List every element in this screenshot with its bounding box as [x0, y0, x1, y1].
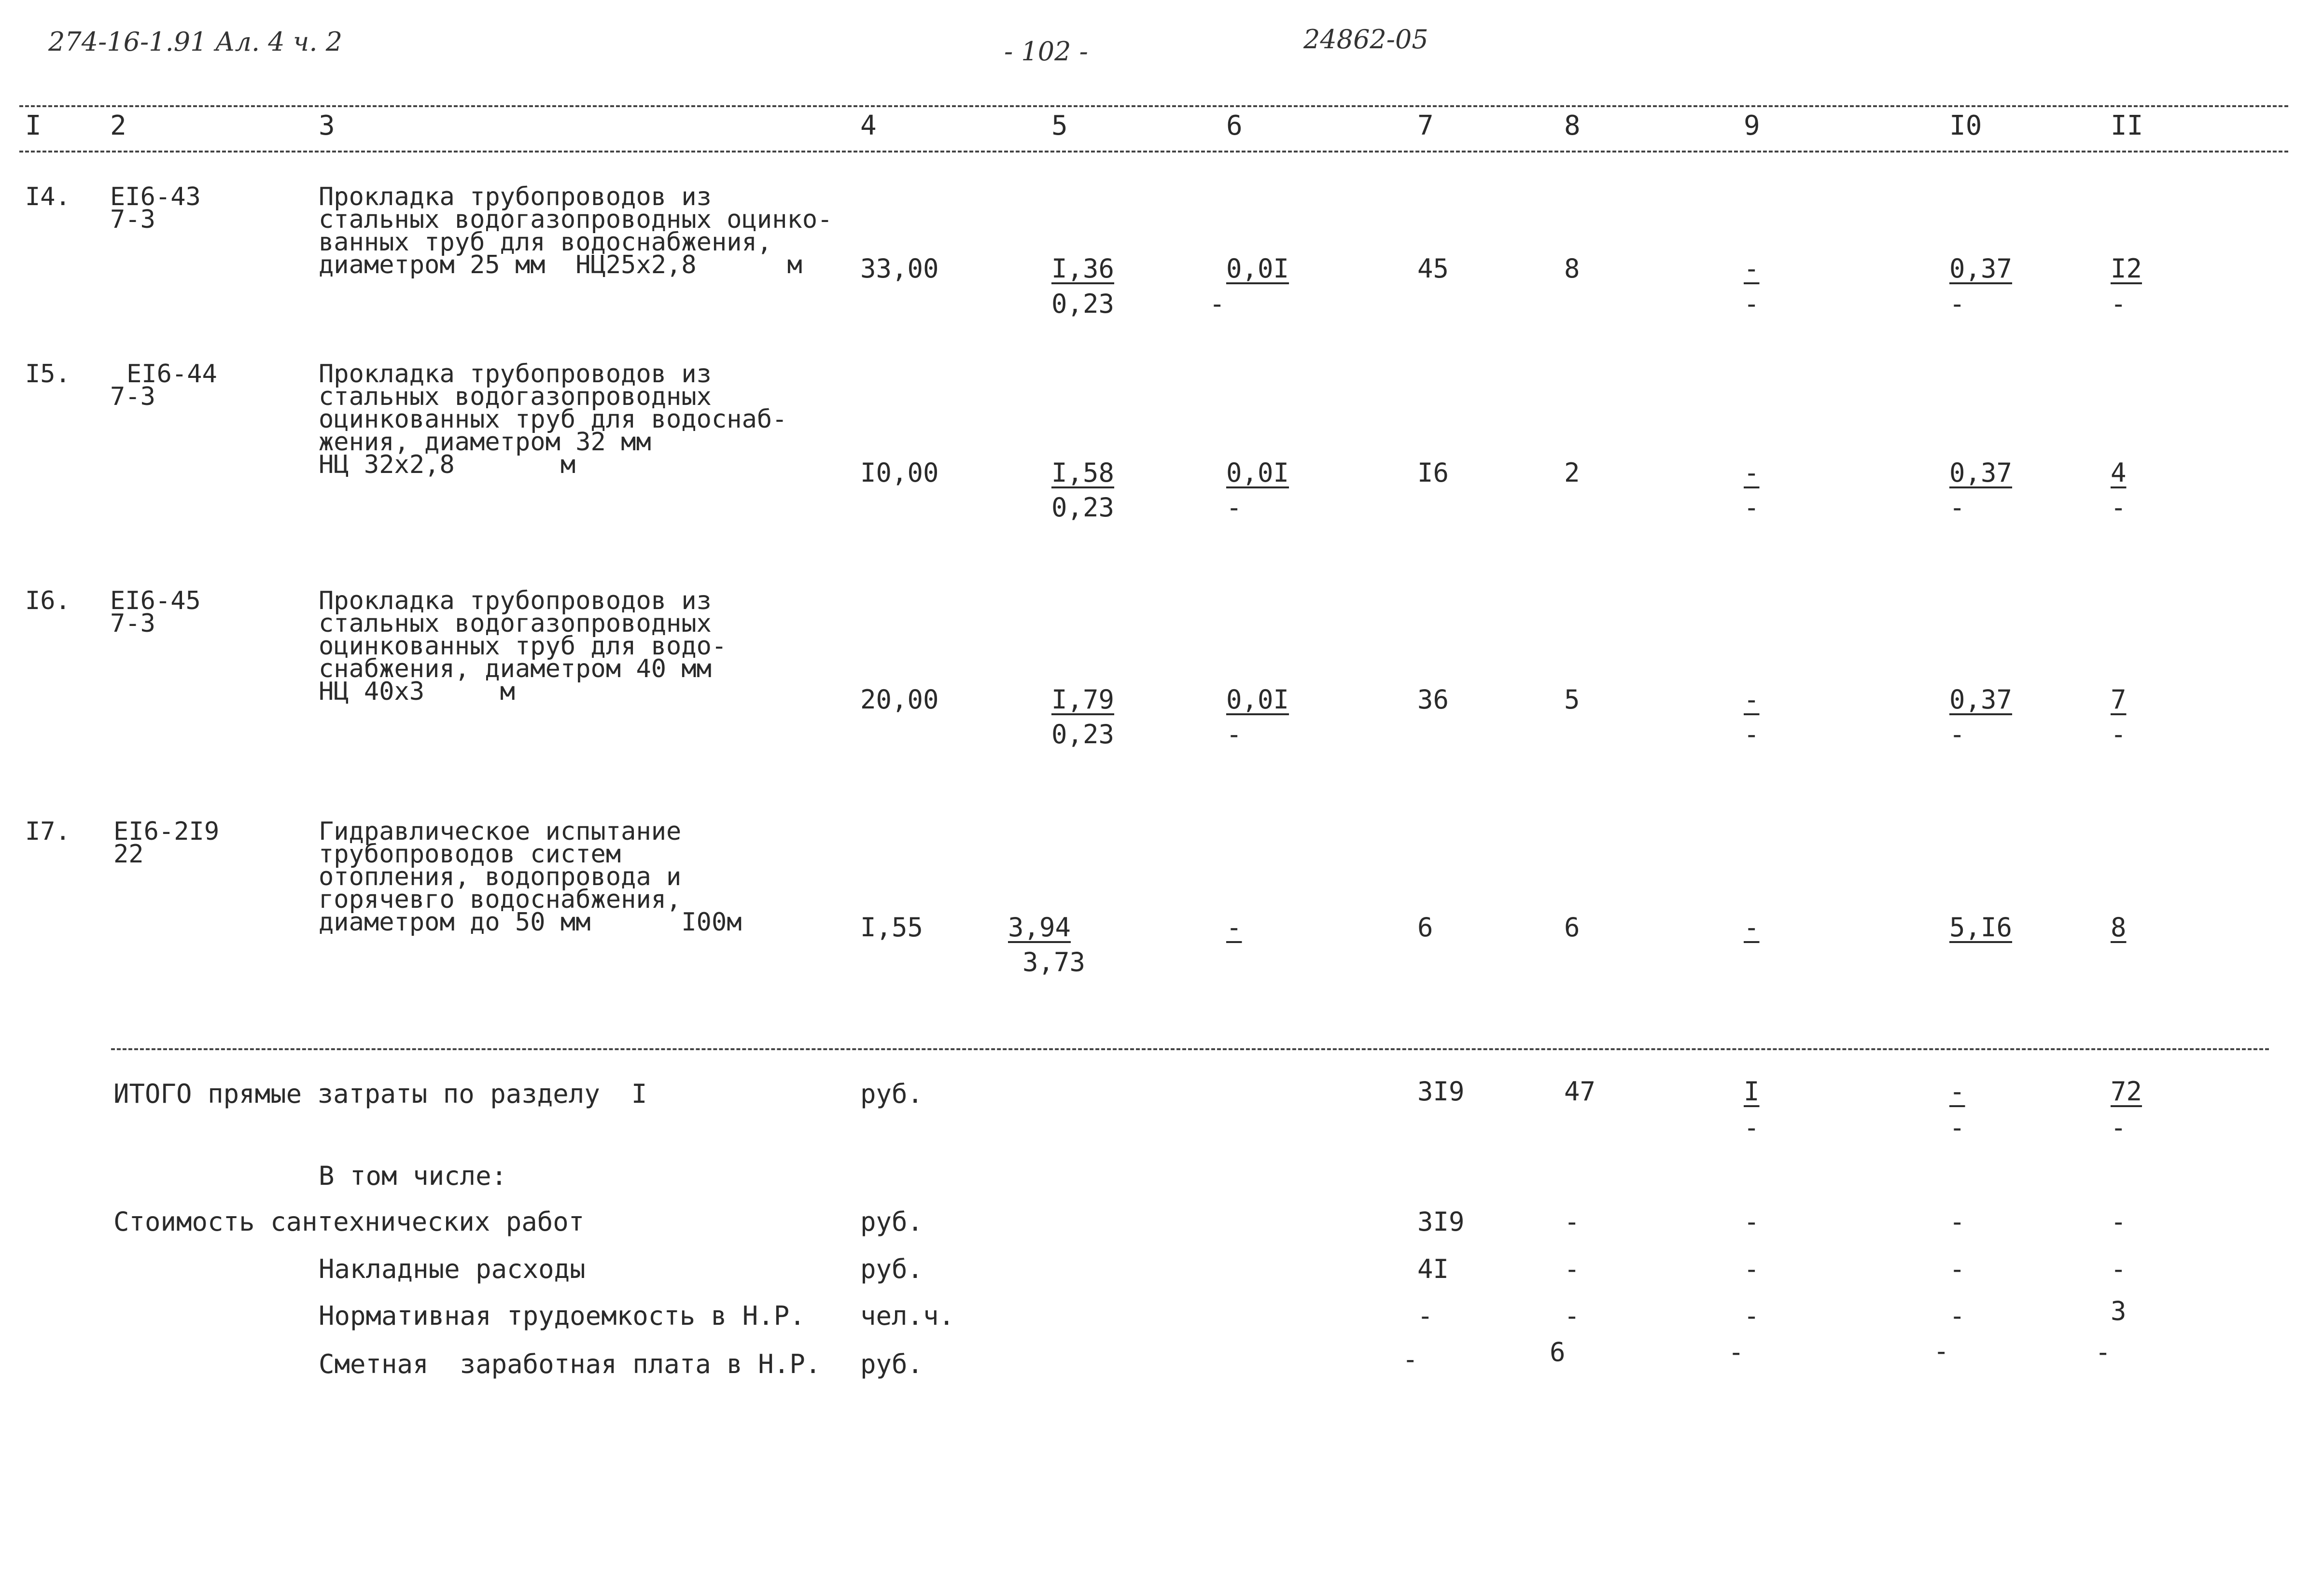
- work-description: Прокладка трубопроводов из стальных водогазопроводных оцинкованных труб для водо- снабжения, диаметром 40 мм НЦ 40х3 м: [319, 586, 727, 706]
- norm-code: EI6-43: [110, 182, 201, 211]
- norm-subcode: 7-3: [110, 382, 155, 411]
- norm-code: EI6-44: [126, 360, 217, 389]
- col-header-8: 8: [1564, 110, 1581, 141]
- unit-labor: 0,37: [1949, 684, 2013, 715]
- total-machine-wage: -: [1744, 492, 1760, 523]
- breakdown-wage: -: [1564, 1207, 1580, 1237]
- total-cost: I6: [1417, 458, 1449, 488]
- row-number: I5.: [25, 360, 70, 389]
- breakdown-labor: 3: [2111, 1296, 2127, 1326]
- total-labor-machinist: -: [2111, 719, 2127, 749]
- machine-cost: 0,0I: [1226, 253, 1289, 284]
- breakdown-labor: -: [2111, 1207, 2127, 1237]
- breakdown-label: Накладные расходы: [319, 1254, 586, 1284]
- col-header-11: II: [2111, 110, 2143, 141]
- totals-machine: I: [1744, 1076, 1760, 1107]
- row-number: I6.: [25, 586, 70, 615]
- machine-cost: 0,0I: [1226, 458, 1289, 488]
- breakdown-cost: -: [1417, 1301, 1433, 1331]
- breakdown-machine: -: [1728, 1337, 1744, 1367]
- col-header-4: 4: [860, 110, 877, 141]
- including-label: В том числе:: [319, 1161, 507, 1191]
- breakdown-label: Нормативная трудоемкость в Н.Р.: [319, 1301, 805, 1331]
- totals-label: ИТОГО прямые затраты по разделу I: [113, 1079, 647, 1109]
- breakdown-label: Сметная заработная плата в Н.Р.: [319, 1349, 821, 1379]
- breakdown-unit: руб.: [860, 1207, 924, 1237]
- breakdown-wage: 6: [1550, 1337, 1566, 1367]
- norm-subcode: 22: [113, 840, 144, 869]
- norm-subcode: 7-3: [110, 205, 155, 234]
- header-top-rule: [19, 105, 2288, 107]
- quantity: I0,00: [860, 458, 939, 488]
- unit-cost-wage: 0,23: [1051, 289, 1115, 319]
- unit-cost: I,58: [1051, 458, 1115, 488]
- unit-labor: 5,I6: [1949, 912, 2013, 943]
- total-labor: 8: [2111, 912, 2127, 943]
- total-cost: 6: [1417, 912, 1433, 943]
- breakdown-cost: 3I9: [1417, 1207, 1465, 1237]
- header-bottom-rule: [19, 151, 2288, 153]
- total-labor: 7: [2111, 684, 2127, 715]
- total-labor: 4: [2111, 458, 2127, 488]
- totals-rule: [111, 1048, 2269, 1050]
- breakdown-unit: руб.: [860, 1349, 924, 1379]
- norm-subcode: 7-3: [110, 609, 155, 638]
- totals-machine-wage: -: [1744, 1112, 1760, 1143]
- total-wage: 6: [1564, 912, 1580, 943]
- quantity: 20,00: [860, 684, 939, 715]
- total-wage: 5: [1564, 684, 1580, 715]
- unit-labor-machinist: -: [1949, 492, 1965, 523]
- col-header-1: I: [25, 110, 42, 141]
- total-machine: -: [1744, 684, 1760, 715]
- row-number: I4.: [25, 182, 70, 211]
- unit-cost-wage: 0,23: [1051, 719, 1115, 749]
- work-description: Гидравлическое испытание трубопроводов систем отопления, водопровода и горячевго водоснабжения, диаметром до 50 мм I00м: [319, 817, 742, 937]
- total-wage: 8: [1564, 253, 1580, 284]
- total-labor-machinist: -: [2111, 289, 2127, 319]
- col-header-6: 6: [1226, 110, 1243, 141]
- quantity: I,55: [860, 912, 924, 943]
- totals-unit-labor-machinist: -: [1949, 1112, 1965, 1143]
- breakdown-cost: 4I: [1417, 1254, 1449, 1284]
- breakdown-wage: -: [1564, 1254, 1580, 1284]
- document-number: 24862-05: [1303, 24, 1428, 55]
- breakdown-machine: -: [1744, 1207, 1760, 1237]
- breakdown-unit-labor: -: [1949, 1254, 1965, 1284]
- total-machine-wage: -: [1744, 289, 1760, 319]
- breakdown-machine: -: [1744, 1301, 1760, 1331]
- breakdown-labor: -: [2095, 1337, 2111, 1367]
- work-description: Прокладка трубопроводов из стальных водогазопроводных оцинко- ванных труб для водоснабжения, диаметром 25 мм НЦ25х2,8 м: [319, 182, 833, 279]
- total-labor-machinist: -: [2111, 492, 2127, 523]
- total-labor: I2: [2111, 253, 2142, 284]
- col-header-5: 5: [1051, 110, 1068, 141]
- breakdown-unit: руб.: [860, 1254, 924, 1284]
- breakdown-label: Стоимость сантехнических работ: [113, 1207, 585, 1237]
- totals-labor-machinist: -: [2111, 1112, 2127, 1143]
- unit-cost: 3,94: [1008, 912, 1071, 943]
- unit-labor: 0,37: [1949, 458, 2013, 488]
- total-cost: 36: [1417, 684, 1449, 715]
- total-machine: -: [1744, 253, 1760, 284]
- norm-code: EI6-2I9: [113, 817, 220, 846]
- work-description: Прокладка трубопроводов из стальных водогазопроводных оцинкованных труб для водоснаб- жения, диаметром 32 мм НЦ 32х2,8 м: [319, 360, 787, 479]
- col-header-3: 3: [319, 110, 335, 141]
- totals-unit-labor: -: [1949, 1076, 1965, 1107]
- total-machine: -: [1744, 912, 1760, 943]
- unit-cost: I,79: [1051, 684, 1115, 715]
- breakdown-machine: -: [1744, 1254, 1760, 1284]
- page-number: - 102 -: [1004, 36, 1088, 67]
- totals-labor: 72: [2111, 1076, 2142, 1107]
- unit-cost: I,36: [1051, 253, 1115, 284]
- total-machine-wage: -: [1744, 719, 1760, 749]
- unit-cost-wage: 0,23: [1051, 492, 1115, 523]
- machine-cost-wage: -: [1226, 719, 1242, 749]
- breakdown-unit-labor: -: [1949, 1301, 1965, 1331]
- breakdown-labor: -: [2111, 1254, 2127, 1284]
- total-machine: -: [1744, 458, 1760, 488]
- col-header-9: 9: [1744, 110, 1760, 141]
- norm-code: EI6-45: [110, 586, 201, 615]
- unit-labor-machinist: -: [1949, 289, 1965, 319]
- breakdown-unit-labor: -: [1933, 1336, 1949, 1366]
- quantity: 33,00: [860, 253, 939, 284]
- breakdown-unit-labor: -: [1949, 1207, 1965, 1237]
- machine-cost-wage: -: [1209, 289, 1225, 319]
- breakdown-wage: -: [1564, 1301, 1580, 1331]
- col-header-2: 2: [110, 110, 126, 141]
- machine-cost: -: [1226, 912, 1242, 943]
- total-wage: 2: [1564, 458, 1580, 488]
- totals-unit: руб.: [860, 1079, 924, 1109]
- col-header-10: I0: [1949, 110, 1982, 141]
- total-cost: 45: [1417, 253, 1449, 284]
- breakdown-cost: -: [1402, 1344, 1418, 1374]
- totals-wage: 47: [1564, 1076, 1596, 1107]
- machine-cost-wage: -: [1226, 492, 1242, 523]
- row-number: I7.: [25, 817, 70, 846]
- breakdown-unit: чел.ч.: [860, 1301, 955, 1331]
- machine-cost: 0,0I: [1226, 684, 1289, 715]
- unit-cost-wage: 3,73: [1022, 947, 1086, 977]
- unit-labor: 0,37: [1949, 253, 2013, 284]
- unit-labor-machinist: -: [1949, 719, 1965, 749]
- document-ref: 274-16-1.91 Ал. 4 ч. 2: [48, 27, 343, 57]
- totals-cost: 3I9: [1417, 1076, 1465, 1107]
- col-header-7: 7: [1417, 110, 1434, 141]
